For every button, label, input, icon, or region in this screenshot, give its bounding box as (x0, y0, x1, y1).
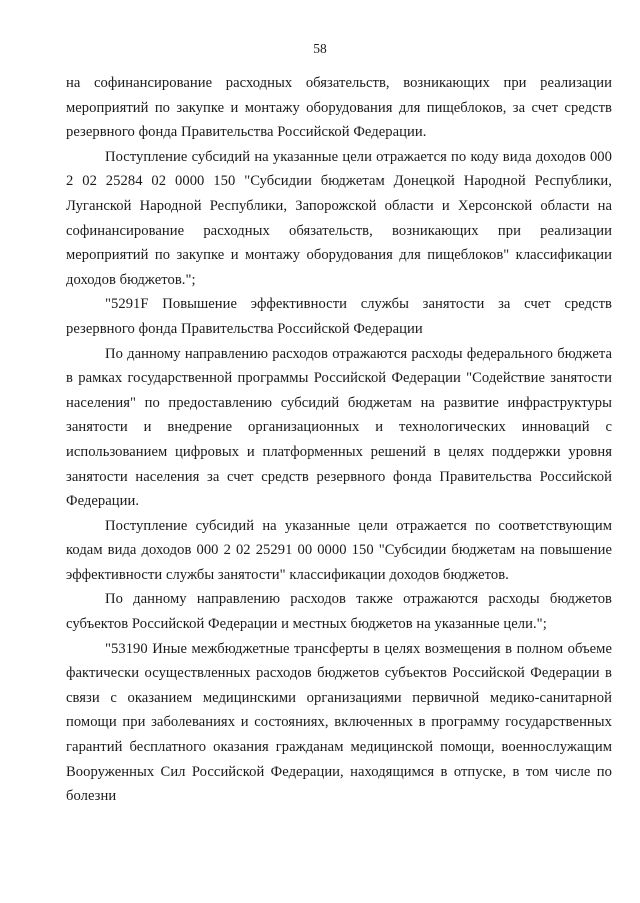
paragraph-1: на софинансирование расходных обязательств, возникающих при реализации мероприятий по закупке и монтажу оборудования для пищеблоков, за счет средств резервного фонда Правительства Российской Федерации. (66, 75, 612, 141)
paragraph-6: По данному направлению расходов также отражаются расходы бюджетов субъектов Российской Федерации и местных бюджетов на указанные цели."; (66, 591, 612, 633)
document-body (66, 71, 612, 809)
paragraph-3: "5291F Повышение эффективности службы занятости за счет средств резервного фонда Правительства Российской Федерации (66, 296, 612, 337)
paragraph-5: Поступление субсидий на указанные цели отражается по соответствующим кодам вида доходов 000 2 02 25291 00 0000 150 "Субсидии бюджетам на повышение эффективности службы занятости" классификации доходов бюджетов. (66, 517, 612, 583)
paragraph-4: По данному направлению расходов отражаются расходы федерального бюджета в рамках государственной программы Российской Федерации "Содействие занятости населения" по предоставлению субсидий бюджетам на развитие инфраструктуры занятости и внедрение организационных и технологических инноваций с использованием цифровых и платформенных решений в целях поддержки уровня занятости населения за счет средств резервного фонда Правительства Российской Федерации. (66, 345, 612, 510)
paragraph-7: "53190 Иные межбюджетные трансферты в целях возмещения в полном объеме фактически осуществленных расходов бюджетов субъектов Российской Федерации в связи с оказанием медицинскими организациями первичной медико-санитарной помощи при заболеваниях и состояниях, включенных в программу государственных гарантий бесплатного оказания гражданам медицинской помощи, военнослужащим Вооруженных Сил Российской Федерации, находящимся в отпуске, в том числе по болезни (66, 640, 612, 805)
page-number: 58 (313, 41, 327, 56)
paragraph-2: Поступление субсидий на указанные цели отражается по коду вида доходов 000 2 02 25284 02 0000 150 "Субсидии бюджетам Донецкой Народной Республики, Луганской Народной Республики, Запорожской области и Херсонской области на софинансирование расходных обязательств, возникающих при реализации мероприятий по закупке и монтажу оборудования для пищеблоков" классификации доходов бюджетов."; (66, 148, 612, 288)
